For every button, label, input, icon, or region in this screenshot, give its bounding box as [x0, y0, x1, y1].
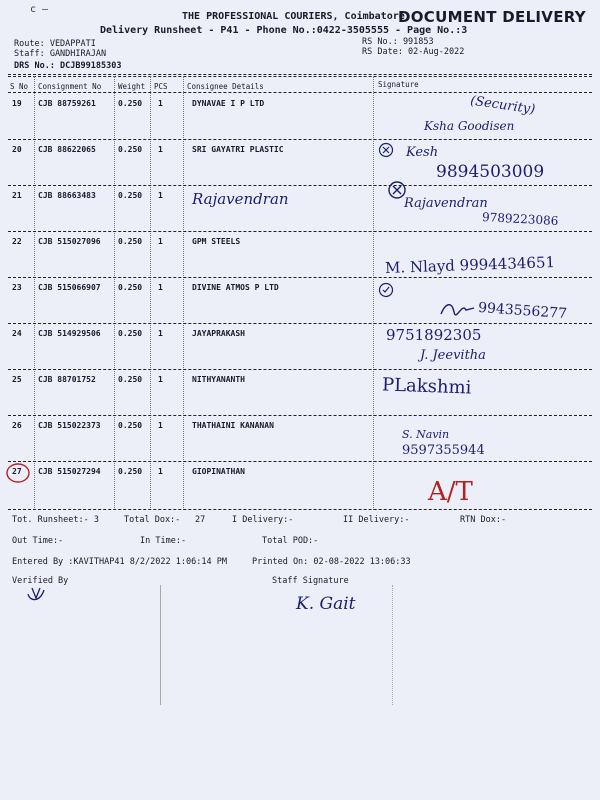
- fold-line: [160, 585, 161, 705]
- handwritten-phone: 9943556277: [477, 299, 568, 323]
- col-divider: [114, 76, 115, 510]
- staff-signature: K. Gait: [296, 594, 356, 614]
- cell-sno: 23: [12, 283, 22, 292]
- company-name: THE PROFESSIONAL COURIERS, Coimbatore: [182, 11, 405, 22]
- cell-cons: CJB 88663483: [38, 191, 96, 200]
- cell-pcs: 1: [158, 99, 163, 108]
- cell-sno: 20: [12, 145, 22, 154]
- table-bottom-rule: [8, 509, 592, 510]
- circled-x-mark-icon: [378, 142, 394, 158]
- handwritten-phone: 9789223086: [481, 210, 559, 228]
- cell-weight: 0.250: [118, 237, 143, 246]
- col-weight: Weight: [118, 82, 146, 91]
- cell-sno: 22: [12, 237, 22, 246]
- cell-consignee: JAYAPRAKASH: [192, 329, 245, 338]
- cell-weight: 0.250: [118, 191, 143, 200]
- cell-pcs: 1: [158, 329, 163, 338]
- tot-runsheet: Tot. Runsheet:- 3: [12, 515, 99, 525]
- cell-consignee: DYNAVAE I P LTD: [192, 99, 265, 108]
- cell-cons: CJB 88701752: [38, 375, 96, 384]
- cell-cons: CJB 88622065: [38, 145, 96, 154]
- table-top-rule: [8, 74, 592, 75]
- total-pod: Total POD:-: [262, 536, 319, 546]
- header-rule: [8, 92, 592, 93]
- cell-consignee: SRI GAYATRI PLASTIC: [192, 145, 284, 154]
- cell-cons: CJB 515027294: [38, 467, 101, 476]
- handwritten-name: Ksha Goodisen: [424, 119, 515, 133]
- col-divider: [150, 76, 151, 510]
- cell-weight: 0.250: [118, 145, 143, 154]
- cell-cons: CJB 515022373: [38, 421, 101, 430]
- document-delivery-stamp: DOCUMENT DELIVERY: [398, 8, 586, 26]
- cell-weight: 0.250: [118, 467, 143, 476]
- table-top-rule-2: [8, 76, 592, 77]
- corner-mark: c –: [30, 4, 49, 15]
- cell-sno: 21: [12, 191, 22, 200]
- cell-sno: 27: [12, 467, 22, 476]
- cell-consignee: THATHAINI KANANAN: [192, 421, 274, 430]
- rs-date: RS Date: 02-Aug-2022: [362, 47, 465, 57]
- cell-cons: CJB 515066907: [38, 283, 101, 292]
- route-label: Route: VEDAPPATI: [14, 39, 96, 49]
- verified-by-label: Verified By: [12, 576, 69, 586]
- cell-pcs: 1: [158, 145, 163, 154]
- handwritten-phone: 9597355944: [402, 443, 485, 458]
- printed-on: Printed On: 02-08-2022 13:06:33: [252, 557, 411, 567]
- row-rule: [8, 277, 592, 278]
- handwritten-sign: Kesh: [406, 145, 439, 160]
- circled-check-mark-icon: [378, 282, 394, 298]
- cell-consignee: GIOPINATHAN: [192, 467, 245, 476]
- handwritten-consignee: Rajavendran: [192, 190, 289, 208]
- fold-line: [392, 585, 393, 705]
- cell-sno: 26: [12, 421, 22, 430]
- rs-number: RS No.: 991853: [362, 37, 434, 47]
- cell-cons: CJB 515027096: [38, 237, 101, 246]
- col-consignment: Consignment No: [38, 82, 102, 91]
- cell-weight: 0.250: [118, 99, 143, 108]
- row-rule: [8, 139, 592, 140]
- cell-sno: 25: [12, 375, 22, 384]
- col-sno: S No: [10, 82, 29, 91]
- runsheet-title: Delivery Runsheet - P41 - Phone No.:0422-3505555 - Page No.:3: [100, 25, 468, 36]
- handwritten-scribble-icon: [438, 298, 478, 320]
- entered-by: Entered By :KAVITHAP41 8/2/2022 1:06:14 PM: [12, 557, 227, 567]
- handwritten-remark: A/T: [428, 477, 473, 507]
- total-dox-label: Total Dox:-: [124, 515, 181, 525]
- in-time: In Time:-: [140, 536, 187, 546]
- verified-initial-mark-icon: [24, 582, 52, 604]
- cell-pcs: 1: [158, 467, 163, 476]
- col-consignee: Consignee Details: [187, 82, 264, 91]
- col-pcs: PCS: [154, 82, 168, 91]
- col-divider: [183, 76, 184, 510]
- staff-signature-label: Staff Signature: [272, 576, 349, 586]
- cell-weight: 0.250: [118, 375, 143, 384]
- cell-cons: CJB 88759261: [38, 99, 96, 108]
- handwritten-name: J. Jeevitha: [420, 348, 486, 363]
- handwritten-sign: M. Nlayd 9994434651: [384, 253, 556, 277]
- col-divider: [373, 76, 374, 510]
- out-time: Out Time:-: [12, 536, 64, 546]
- row-rule: [8, 231, 592, 232]
- cell-consignee: NITHYANANTH: [192, 375, 245, 384]
- ii-delivery: II Delivery:-: [343, 515, 410, 525]
- row-rule: [8, 185, 592, 186]
- handwritten-security: (Security): [469, 93, 537, 118]
- cell-sno: 24: [12, 329, 22, 338]
- row-rule: [8, 369, 592, 370]
- handwritten-phone: 9751892305: [386, 326, 482, 344]
- cell-weight: 0.250: [118, 283, 143, 292]
- rtn-dox: RTN Dox:-: [460, 515, 507, 525]
- handwritten-sign: Rajavendran: [404, 196, 488, 211]
- cell-pcs: 1: [158, 375, 163, 384]
- cell-weight: 0.250: [118, 329, 143, 338]
- row-rule: [8, 415, 592, 416]
- col-signature: Signature: [378, 80, 419, 89]
- handwritten-sign: S. Navin: [402, 428, 450, 441]
- handwritten-phone: 9894503009: [436, 162, 545, 182]
- cell-consignee: DIVINE ATMOS P LTD: [192, 283, 279, 292]
- i-delivery: I Delivery:-: [232, 515, 294, 525]
- row-rule: [8, 461, 592, 462]
- row-rule: [8, 323, 592, 324]
- cell-consignee: GPM STEELS: [192, 237, 241, 246]
- cell-pcs: 1: [158, 283, 163, 292]
- cell-weight: 0.250: [118, 421, 143, 430]
- cell-sno: 19: [12, 99, 22, 108]
- circled-number-mark-icon: [4, 462, 34, 484]
- cell-pcs: 1: [158, 191, 163, 200]
- handwritten-sign: PLakshmi: [381, 374, 472, 399]
- col-divider: [34, 76, 35, 510]
- cell-pcs: 1: [158, 237, 163, 246]
- drs-number: DRS No.: DCJB99185303: [14, 61, 122, 71]
- cell-pcs: 1: [158, 421, 163, 430]
- total-dox-value: 27: [195, 515, 206, 525]
- cell-cons: CJB 514929506: [38, 329, 101, 338]
- staff-label: Staff: GANDHIRAJAN: [14, 49, 107, 59]
